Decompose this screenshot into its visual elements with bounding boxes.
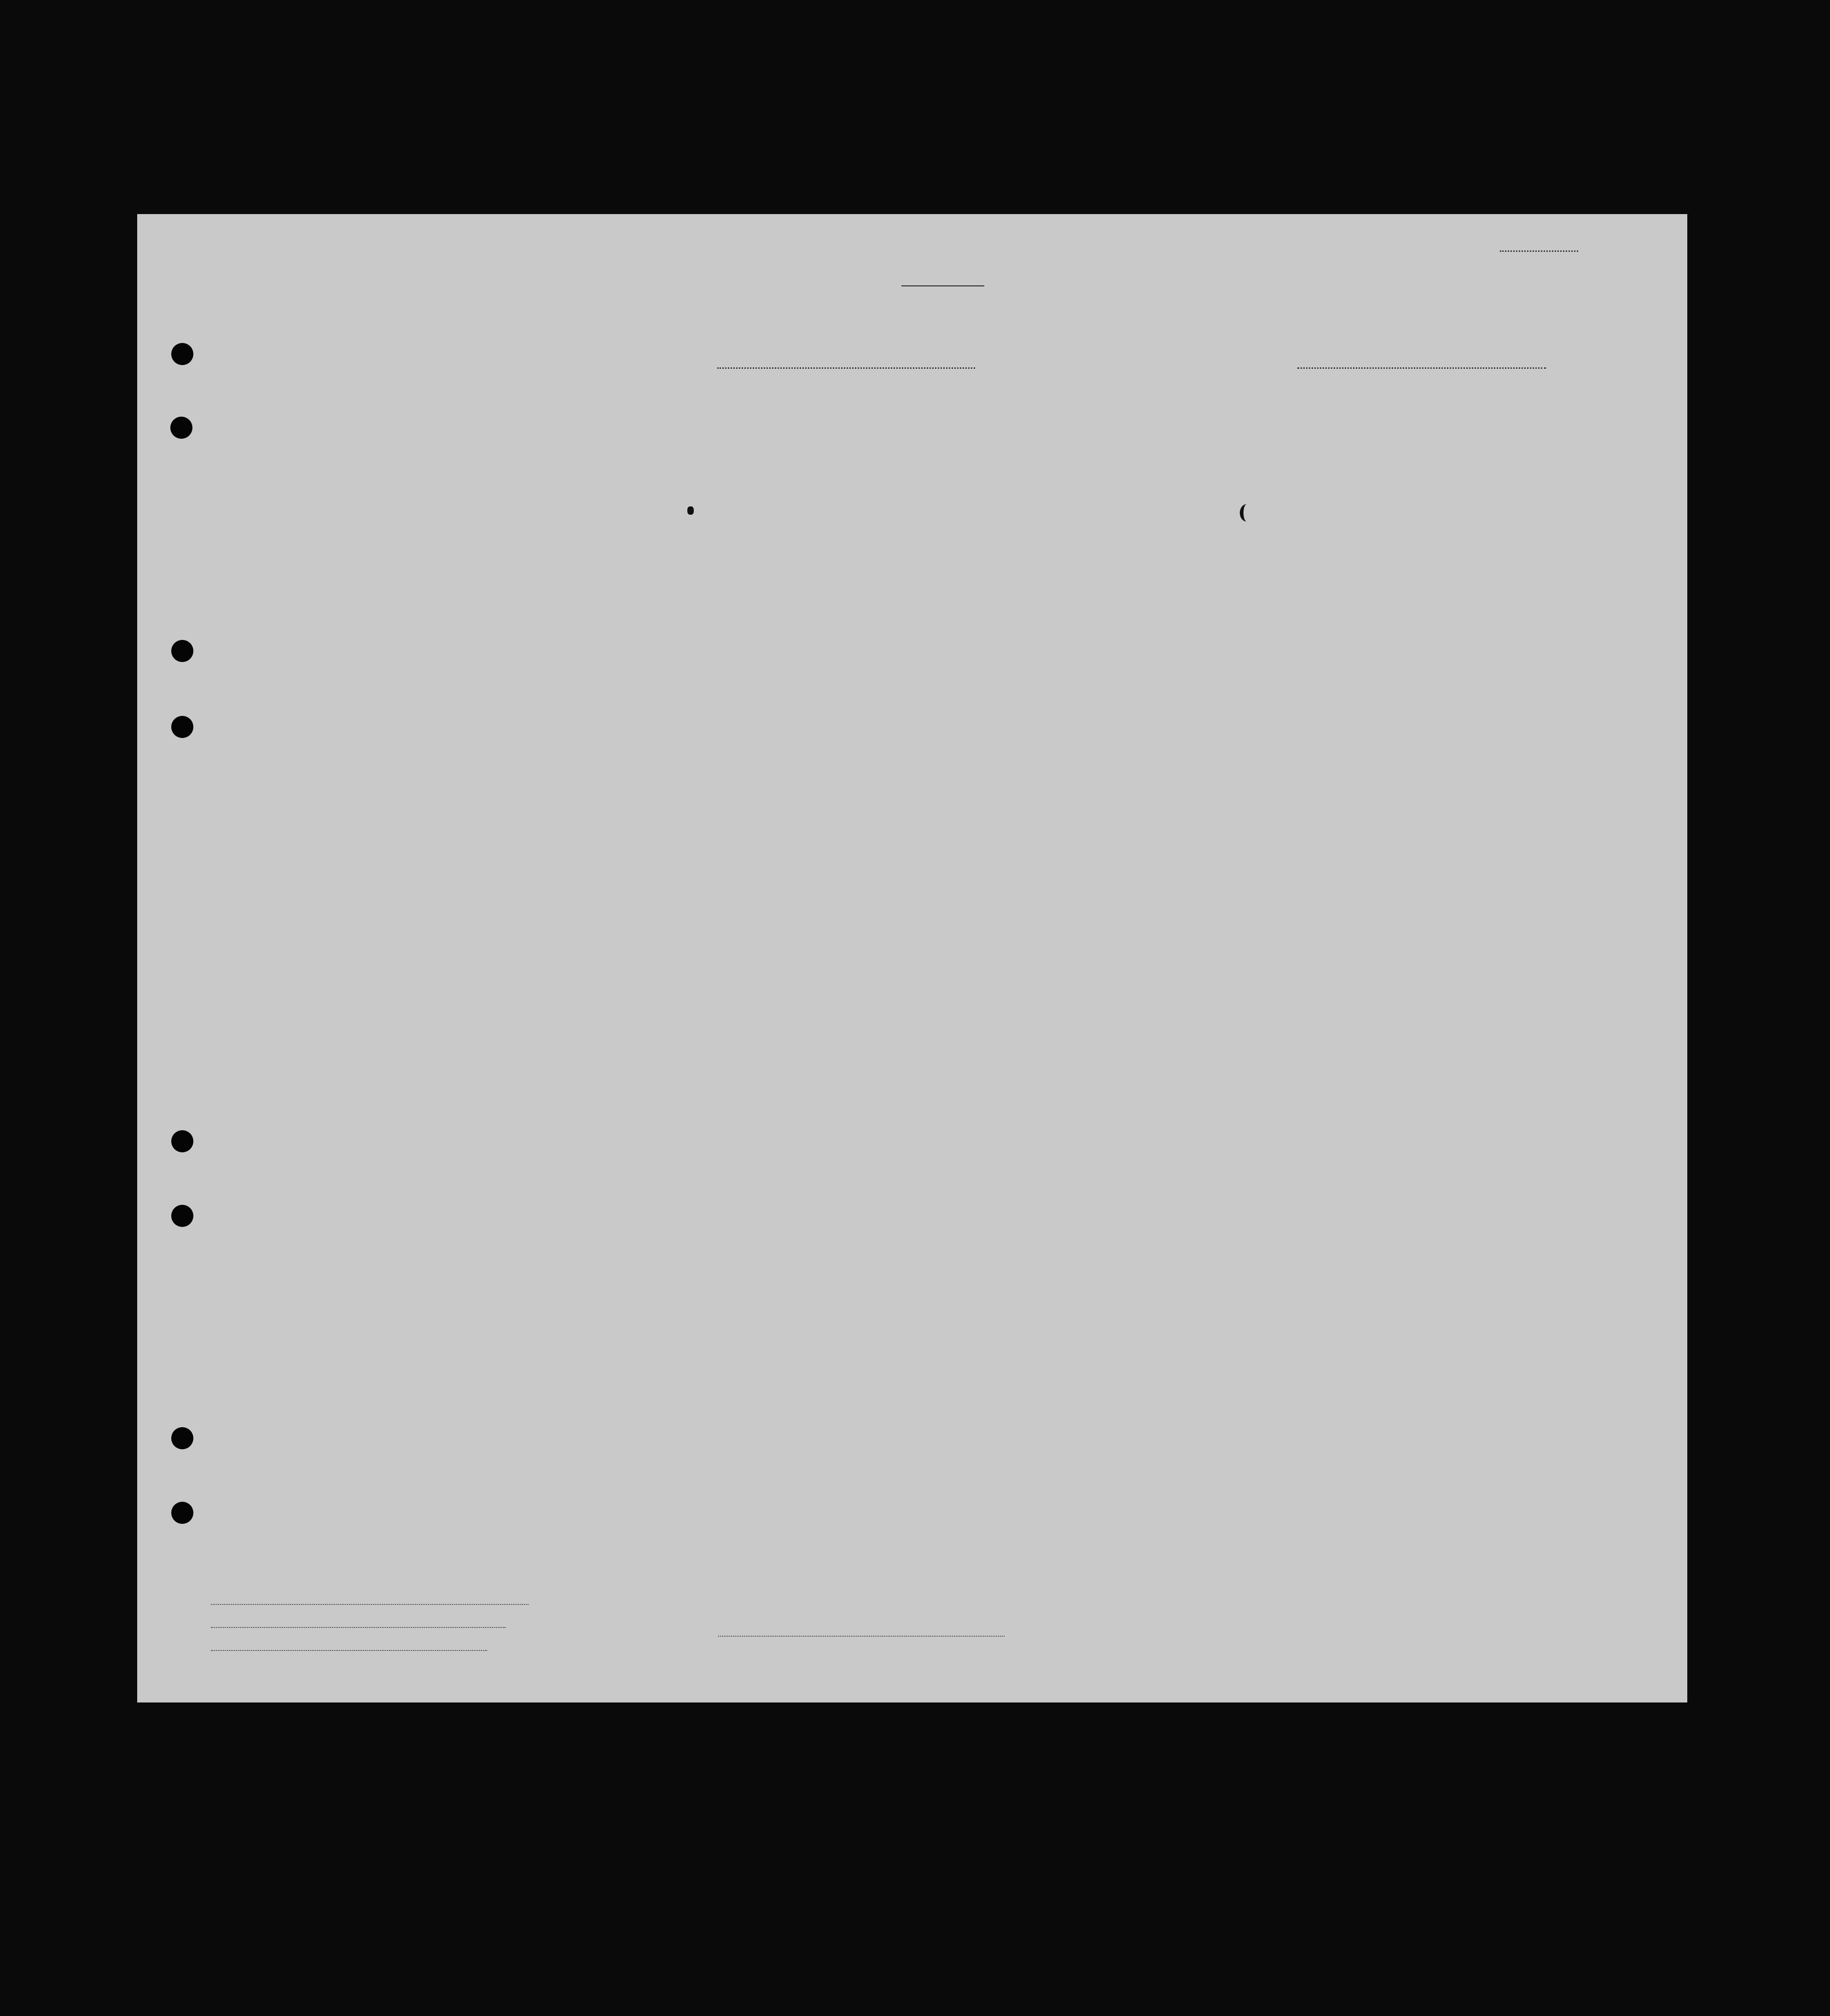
ink-mark: [687, 506, 694, 515]
col-9-header: [983, 394, 1017, 399]
manifest-sheet: [137, 214, 1687, 1702]
owners-field[interactable]: [211, 1627, 505, 1628]
footer-line: [205, 1598, 529, 1608]
punch-hole: [171, 343, 193, 365]
col-3-header: [283, 394, 580, 399]
col-12-header: [1137, 394, 1222, 399]
col-10-header: [1017, 394, 1052, 399]
line-field[interactable]: [211, 1604, 529, 1605]
footer-agents: [205, 1644, 487, 1654]
punch-hole: [170, 417, 192, 439]
punch-hole: [171, 1130, 193, 1152]
punch-hole: [171, 1502, 193, 1524]
col-14-header: [1265, 394, 1308, 399]
inspector-signature-field[interactable]: [718, 1636, 1005, 1637]
col-5-header: [649, 394, 754, 399]
punch-hole: [171, 640, 193, 662]
col-13-header: [1222, 394, 1265, 399]
col-2-header: [226, 394, 276, 399]
col-1-header: [193, 394, 226, 399]
punch-hole: [171, 1427, 193, 1449]
col-11-header: [1052, 394, 1137, 399]
punch-hole: [171, 1205, 193, 1227]
col-6-header: [754, 394, 899, 399]
footer-owners: [205, 1621, 505, 1631]
punch-hole: [171, 716, 193, 738]
col-7-header: [899, 394, 941, 395]
ink-mark: [1240, 504, 1254, 522]
col-4-header: [580, 394, 649, 399]
col-15-header: [1308, 394, 1401, 399]
agents-field[interactable]: [211, 1650, 487, 1651]
col-17-header: [1557, 394, 1664, 399]
col-16-header: [1401, 394, 1557, 399]
col-8-header: [941, 394, 983, 399]
manifest-table-grid: [137, 214, 1687, 1702]
